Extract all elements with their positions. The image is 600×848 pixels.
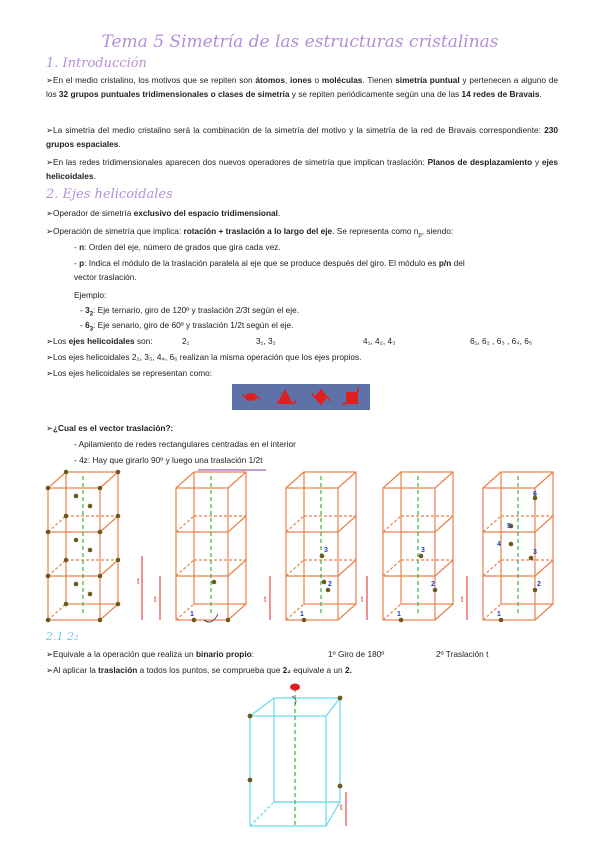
- lattice-cell-1: [46, 470, 142, 623]
- six-fold-screw-icon: [342, 387, 358, 404]
- svg-text:t: t: [461, 595, 464, 604]
- bullet-arrow: ➢: [46, 75, 53, 85]
- bullet-arrow: ➢: [46, 336, 53, 346]
- line-binario: [46, 648, 254, 660]
- paragraph-intro-1: [46, 73, 558, 101]
- line-ejes-propios: [46, 351, 361, 363]
- svg-text:3: 3: [533, 549, 537, 556]
- t-label: t: [137, 577, 140, 586]
- bold-text: átomos: [255, 75, 285, 85]
- heading-ejes-helicoidales: 2. Ejes helicoidales: [46, 187, 173, 202]
- bold-text: ejes helicoidales: [46, 157, 559, 182]
- heading-introduccion: 1. Introducción: [46, 56, 147, 71]
- group-4: 4₁, 4₂, 4₃: [363, 336, 396, 346]
- bullet-arrow: ➢: [46, 665, 53, 675]
- text: ,: [284, 75, 291, 85]
- binary-cube-figure: [240, 680, 370, 835]
- text: equivale a un: [290, 665, 345, 675]
- bold-text: ¿Cual es el vector traslación?:: [52, 423, 174, 433]
- group-6: 6₁, 6₂ , 6₃ , 6₄, 6₅: [470, 336, 533, 346]
- line-operador: [46, 207, 280, 219]
- group-3: 3₁, 3₂: [256, 336, 276, 346]
- text: Los: [52, 336, 69, 346]
- bold-text: 230 grupos espaciales: [46, 125, 558, 150]
- lattice-cell-4: [361, 472, 453, 622]
- subscript: 2: [89, 311, 94, 318]
- line-def-p-cont: vector traslación.: [74, 272, 137, 282]
- screw-axis-symbols: [232, 384, 370, 410]
- text: y: [532, 157, 542, 167]
- bullet-arrow: ➢: [46, 368, 53, 378]
- bold-text: traslación: [98, 665, 138, 675]
- svg-text:6: 6: [533, 491, 537, 498]
- bullet-arrow: ➢: [46, 226, 53, 236]
- text: : Orden del eje, número de grados que gira cada vez.: [84, 242, 281, 252]
- text: -: [74, 258, 80, 268]
- text: Los ejes helicoidales 2₂, 3₃, 4₄, 6₆ realizan la misma operación que los ejes propios.: [52, 352, 362, 362]
- text: y pertenecen a alguno de los: [46, 75, 558, 100]
- bold-text: p: [79, 258, 85, 268]
- text: a todos los puntos, se comprueba que: [137, 665, 283, 675]
- text: o: [311, 75, 322, 85]
- bold-text: 32 grupos puntuales tridimensionales o clases de simetría: [58, 89, 290, 100]
- svg-text:3: 3: [421, 547, 425, 554]
- text: La simetría del medio cristalino será la combinación de la simetría del motivo y la simetría de la red de Bravais correspondiente:: [52, 125, 545, 135]
- text: , siendo:: [421, 226, 454, 236]
- text: .: [118, 139, 121, 150]
- text: y se repiten periódicamente según una de las: [289, 89, 462, 100]
- bold-text: 2.: [344, 665, 352, 675]
- svg-text:2: 2: [431, 581, 435, 588]
- bold-text: iones: [290, 75, 312, 85]
- two-fold-symbol-icon: [290, 684, 300, 691]
- line-representan: [46, 367, 212, 379]
- page-title: Tema 5 Simetría de las estructuras cristalinas: [101, 32, 499, 52]
- svg-text:1: 1: [497, 611, 501, 618]
- bold-text: 6: [85, 320, 90, 330]
- text: Operación de simetría que implica:: [52, 226, 184, 236]
- bold-text: binario propio: [195, 649, 252, 659]
- subscript: 3: [89, 326, 94, 333]
- line-ejemplo: Ejemplo:: [74, 290, 107, 300]
- lattice-cell-5: [461, 472, 553, 622]
- line-4z: - 4z: Hay que girarlo 90º y luego una traslación 1/2t: [74, 455, 263, 465]
- bullet-arrow: ➢: [46, 208, 53, 218]
- svg-text:t: t: [264, 595, 267, 604]
- text: -: [74, 242, 80, 252]
- heading-2-2: 2.1 2₂: [46, 630, 79, 643]
- text: -: [80, 320, 86, 330]
- svg-text:3: 3: [324, 547, 328, 554]
- bold-text: 3: [85, 305, 90, 315]
- bold-text: exclusivo del espacio tridimensional: [133, 208, 278, 218]
- bold-text: 14 redes de Bravais: [461, 89, 540, 100]
- bullet-arrow: ➢: [46, 352, 53, 362]
- bold-text: p/n: [438, 258, 452, 268]
- paragraph-intro-3: [46, 155, 558, 183]
- svg-text:4: 4: [497, 541, 501, 548]
- svg-text:1: 1: [300, 611, 304, 618]
- bullet-arrow: ➢: [46, 125, 53, 135]
- svg-text:1: 1: [190, 611, 194, 618]
- svg-text:5: 5: [507, 523, 511, 530]
- text: -: [80, 305, 86, 315]
- text: Los ejes helicoidales se representan como:: [52, 368, 213, 378]
- bullet-arrow: ➢: [46, 423, 53, 433]
- paragraph-intro-2: [46, 123, 558, 151]
- bold-text: Planos de desplazamiento: [427, 157, 533, 167]
- text: del: [451, 258, 465, 268]
- line-traslacion: 2º Traslación t: [436, 649, 489, 659]
- t-label: t: [340, 803, 343, 812]
- line-apilamiento: - Apilamiento de redes rectangulares centradas en el interior: [74, 439, 296, 449]
- text: Equivale a la operación que realiza un: [52, 649, 196, 659]
- lattice-cell-3: [264, 472, 356, 622]
- two-fold-screw-icon: [242, 393, 260, 401]
- text: son:: [134, 336, 153, 346]
- text: .: [93, 171, 96, 182]
- svg-text:2: 2: [328, 581, 332, 588]
- bullet-arrow: ➢: [46, 157, 53, 167]
- text: : Indica el módulo de la traslación paralela al eje que se produce después del giro. El módulo es: [84, 258, 439, 268]
- svg-text:2: 2: [537, 581, 541, 588]
- bold-text: rotación + traslación a lo largo del eje: [183, 226, 333, 236]
- text: : Eje ternario, giro de 120º y traslación 2/3t según el eje.: [93, 305, 300, 315]
- text: :: [251, 649, 255, 659]
- text: .: [277, 208, 281, 218]
- svg-text:t: t: [154, 595, 157, 604]
- line-pregunta: [46, 422, 173, 434]
- bullet-arrow: ➢: [46, 649, 53, 659]
- four-fold-screw-icon: [312, 389, 330, 405]
- line-ejemplo-63: [80, 319, 293, 336]
- three-fold-screw-icon: [277, 389, 296, 404]
- text: . Se representa como n: [332, 226, 419, 236]
- bold-text: simetría puntual: [395, 75, 460, 85]
- line-def-p: [74, 257, 465, 269]
- line-operacion: [46, 225, 453, 242]
- text: Operador de simetría: [52, 208, 134, 218]
- lattice-figures-row: [40, 466, 560, 633]
- svg-text:t: t: [361, 595, 364, 604]
- text: Al aplicar la: [52, 665, 99, 675]
- line-aplicar: [46, 664, 352, 676]
- bold-text: 2₂: [282, 665, 291, 675]
- text: En el medio cristalino, los motivos que se repiten son: [52, 75, 256, 85]
- line-def-n: [74, 241, 281, 253]
- svg-text:1: 1: [397, 611, 401, 618]
- bold-text: moléculas: [321, 75, 363, 85]
- text: En las redes tridimensionales aparecen dos nuevos operadores de simetría que implican traslación:: [52, 157, 428, 167]
- bold-text: ejes helicoidales: [68, 336, 135, 346]
- bold-text: n: [79, 242, 85, 252]
- line-ejes-son: [46, 335, 153, 347]
- group-2: 2₁: [182, 336, 190, 346]
- text: : Eje senario, giro de 60º y traslación 1/2t según el eje.: [93, 320, 294, 330]
- subscript: p: [418, 232, 422, 239]
- line-giro: 1º Giro de 180º: [328, 649, 385, 659]
- text: . Tienen: [362, 75, 396, 85]
- lattice-cell-2: [154, 470, 266, 622]
- text: .: [539, 89, 542, 100]
